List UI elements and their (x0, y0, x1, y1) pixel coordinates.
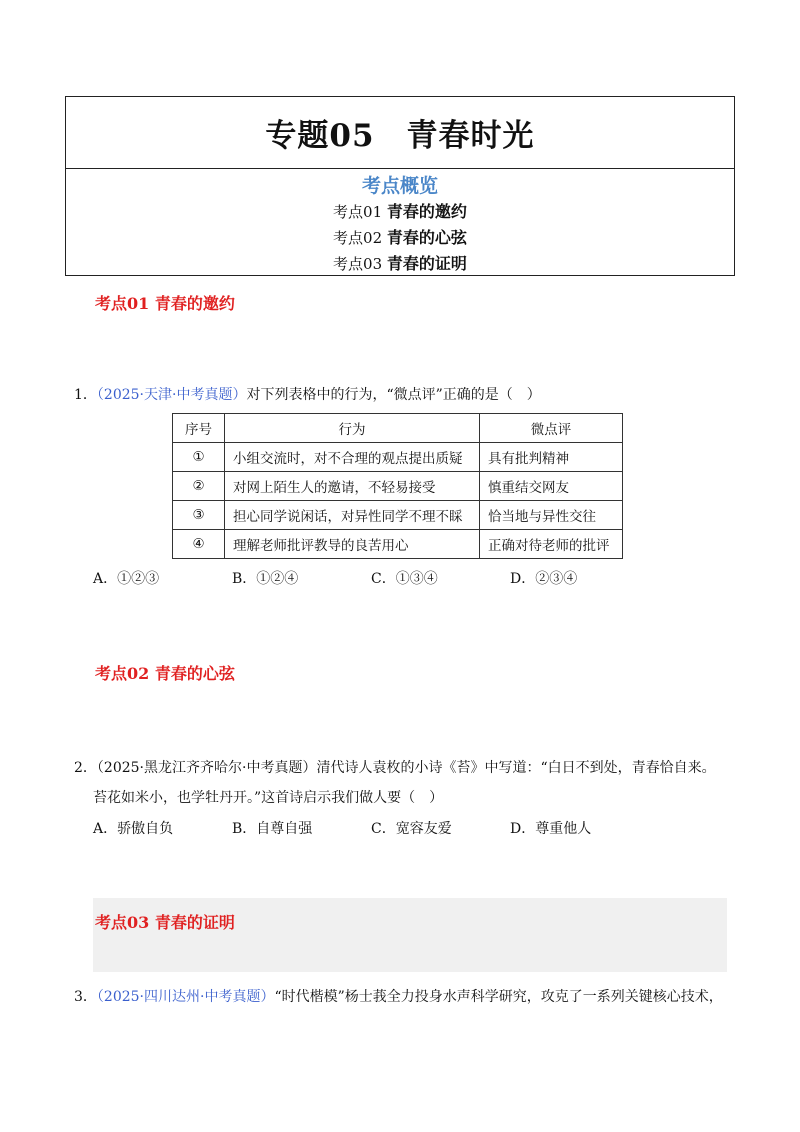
title-box (65, 96, 735, 276)
overview-heading: 考点概览 (361, 175, 438, 197)
table-cell: 担心同学说闲话，对异性同学不理不睬 (225, 501, 480, 530)
question-stem-line-2: 苔花如米小，也学牡丹开。”这首诗启示我们做人要（ ） (93, 790, 444, 806)
table-cell: ④ (173, 530, 225, 559)
title-row (66, 97, 734, 169)
option-b: B．①②④ (232, 571, 299, 587)
table-cell: 具有批判精神 (480, 443, 623, 472)
table-header-cell: 行为 (225, 414, 480, 443)
option-c: C．宽容友爱 (371, 821, 452, 837)
table-row (173, 501, 623, 530)
question-1-table (172, 413, 623, 559)
option-a: A．骄傲自负 (93, 821, 174, 837)
question-1 (74, 380, 744, 410)
question-source: （2025·黑龙江齐齐哈尔·中考真题） (96, 760, 317, 776)
table-header-cell: 微点评 (480, 414, 623, 443)
overview-item (66, 251, 734, 277)
table-row (173, 530, 623, 559)
section-heading-2: 考点02 青春的心弦 (95, 664, 235, 683)
section-heading-3: 考点03 青春的证明 (95, 913, 235, 932)
table-cell: 对网上陌生人的邀请，不轻易接受 (225, 472, 480, 501)
overview-item-code: 考点03 (333, 255, 383, 273)
table-cell: 慎重结交网友 (480, 472, 623, 501)
option-c: C．①③④ (371, 571, 438, 587)
page-title: 专题05 青春时光 (265, 118, 535, 154)
question-stem: 对下列表格中的行为，“微点评”正确的是（ ） (246, 387, 541, 403)
option-b: B．自尊自强 (232, 821, 313, 837)
table-cell: 小组交流时，对不合理的观点提出质疑 (225, 443, 480, 472)
table-cell: 理解老师批评教导的良苦用心 (225, 530, 480, 559)
table-header-cell: 序号 (173, 414, 225, 443)
question-stem-line-1: 清代诗人袁枚的小诗《苔》中写道：“白日不到处，青春恰自来。 (316, 760, 716, 776)
question-source: （2025·四川达州·中考真题） (96, 989, 275, 1005)
table-cell: ① (173, 443, 225, 472)
table-cell: 正确对待老师的批评 (480, 530, 623, 559)
question-stem: “时代楷模”杨士莪全力投身水声科学研究，攻克了一系列关键核心技术， (274, 989, 723, 1005)
overview-item-name: 青春的心弦 (386, 228, 467, 247)
question-1-options (93, 568, 649, 588)
table-cell: 恰当地与异性交往 (480, 501, 623, 530)
question-number: 2． (74, 760, 97, 776)
overview-item-code: 考点01 (333, 203, 383, 221)
overview-item-code: 考点02 (333, 229, 383, 247)
overview-item (66, 225, 734, 251)
question-source: （2025·天津·中考真题） (96, 387, 247, 403)
table-cell: ② (173, 472, 225, 501)
table-row (173, 472, 623, 501)
overview (66, 169, 734, 277)
section-heading-1: 考点01 青春的邀约 (95, 294, 235, 313)
question-3 (74, 982, 744, 1012)
overview-item-name: 青春的邀约 (386, 202, 467, 221)
question-number: 1． (74, 387, 97, 403)
question-number: 3． (74, 989, 97, 1005)
option-d: D．尊重他人 (510, 821, 592, 837)
overview-item (66, 199, 734, 225)
question-2 (74, 753, 744, 813)
option-d: D．②③④ (510, 571, 578, 587)
option-a: A．①②③ (93, 571, 160, 587)
question-2-options (93, 818, 649, 838)
table-cell: ③ (173, 501, 225, 530)
table-header-row (173, 414, 623, 443)
overview-item-name: 青春的证明 (386, 254, 467, 273)
table-row (173, 443, 623, 472)
